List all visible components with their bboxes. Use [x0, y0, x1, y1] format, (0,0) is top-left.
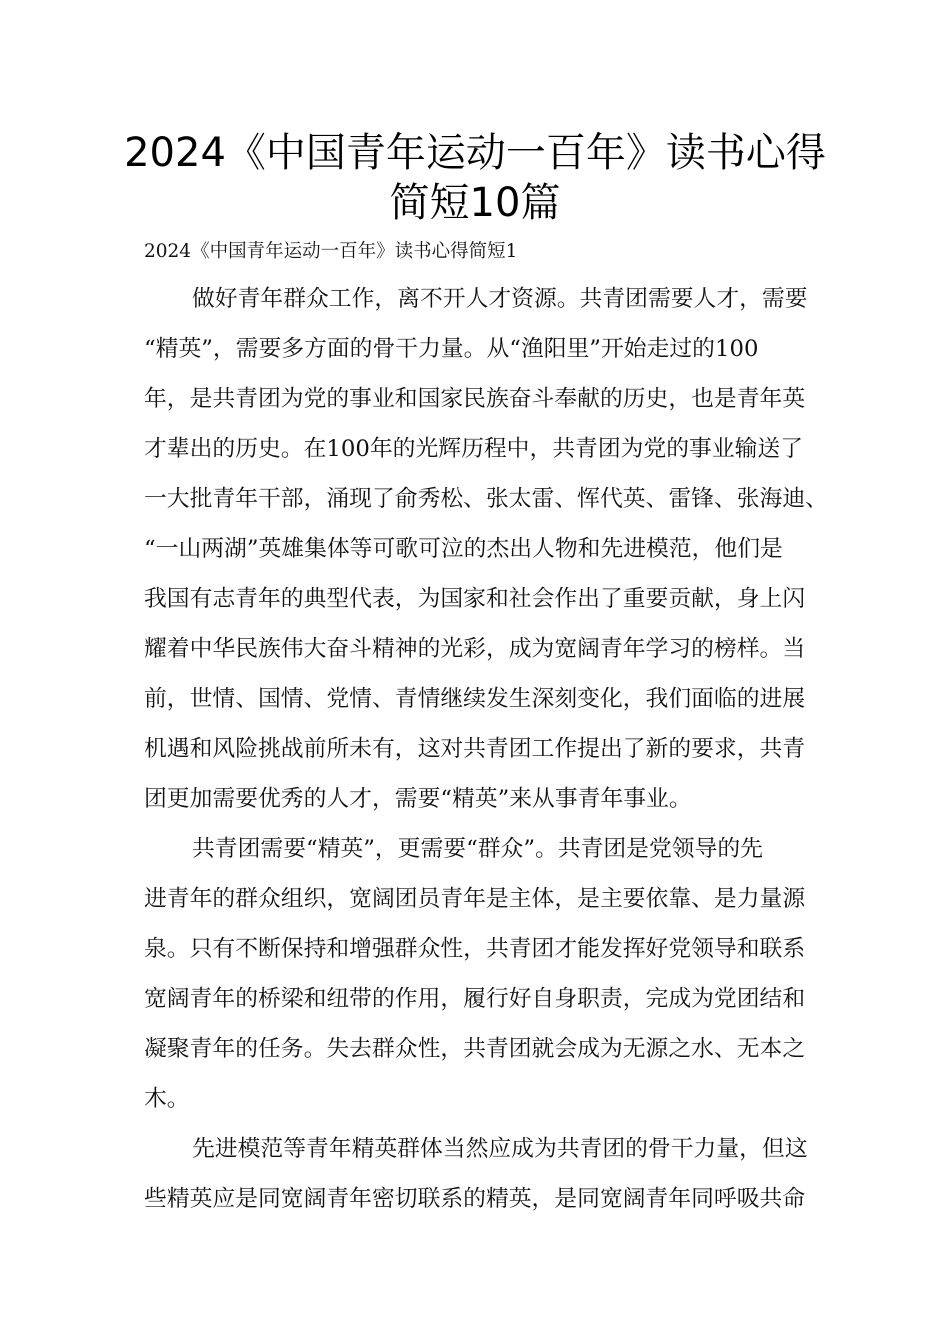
paragraph-1-line-6: “一山两湖”英雄集体等可歌可泣的杰出人物和先进模范，他们是	[144, 536, 783, 562]
paragraph-2-line-4: 宽阔青年的桥梁和纽带的作用，履行好自身职责，完成为党团结和	[144, 986, 806, 1012]
paragraph-3-line-1: 先进模范等青年精英群体当然应成为共青团的骨干力量，但这	[192, 1136, 808, 1162]
paragraph-1-line-1: 做好青年群众工作，离不开人才资源。共青团需要人才，需要	[192, 286, 808, 312]
paragraph-1-line-5: 一大批青年干部，涌现了俞秀松、张太雷、恽代英、雷锋、张海迪、	[144, 486, 828, 512]
paragraph-1-line-2: “精英”，需要多方面的骨干力量。从“渔阳里”开始走过的100	[144, 336, 759, 362]
paragraph-1-line-9: 前，世情、国情、党情、青情继续发生深刻变化，我们面临的进展	[144, 686, 806, 712]
paragraph-2-line-6: 木。	[144, 1086, 190, 1112]
paragraph-1-line-7: 我国有志青年的典型代表，为国家和社会作出了重要贡献，身上闪	[144, 586, 806, 612]
paragraph-1-line-10: 机遇和风险挑战前所未有，这对共青团工作提出了新的要求，共青	[144, 736, 806, 762]
paragraph-3-line-2: 些精英应是同宽阔青年密切联系的精英，是同宽阔青年同呼吸共命	[144, 1186, 806, 1212]
paragraph-2-line-2: 进青年的群众组织，宽阔团员青年是主体，是主要依靠、是力量源	[144, 886, 806, 912]
paragraph-1-line-3: 年，是共青团为党的事业和国家民族奋斗奉献的历史，也是青年英	[144, 386, 806, 412]
section-heading: 2024《中国青年运动一百年》读书心得简短1	[144, 241, 518, 262]
paragraph-1-line-8: 耀着中华民族伟大奋斗精神的光彩，成为宽阔青年学习的榜样。当	[144, 636, 806, 662]
document-title-line-1: 2024《中国青年运动一百年》读书心得	[124, 130, 826, 176]
paragraph-2-line-1: 共青团需要“精英”，更需要“群众”。共青团是党领导的先	[192, 836, 763, 862]
paragraph-2-line-5: 凝聚青年的任务。失去群众性，共青团就会成为无源之水、无本之	[144, 1036, 806, 1062]
paragraph-1-line-11: 团更加需要优秀的人才，需要“精英”来从事青年事业。	[144, 786, 692, 812]
paragraph-2-line-3: 泉。只有不断保持和增强群众性，共青团才能发挥好党领导和联系	[144, 936, 806, 962]
document-title-line-2: 简短10篇	[389, 180, 561, 226]
paragraph-1-line-4: 才辈出的历史。在100年的光辉历程中，共青团为党的事业输送了	[144, 436, 804, 462]
